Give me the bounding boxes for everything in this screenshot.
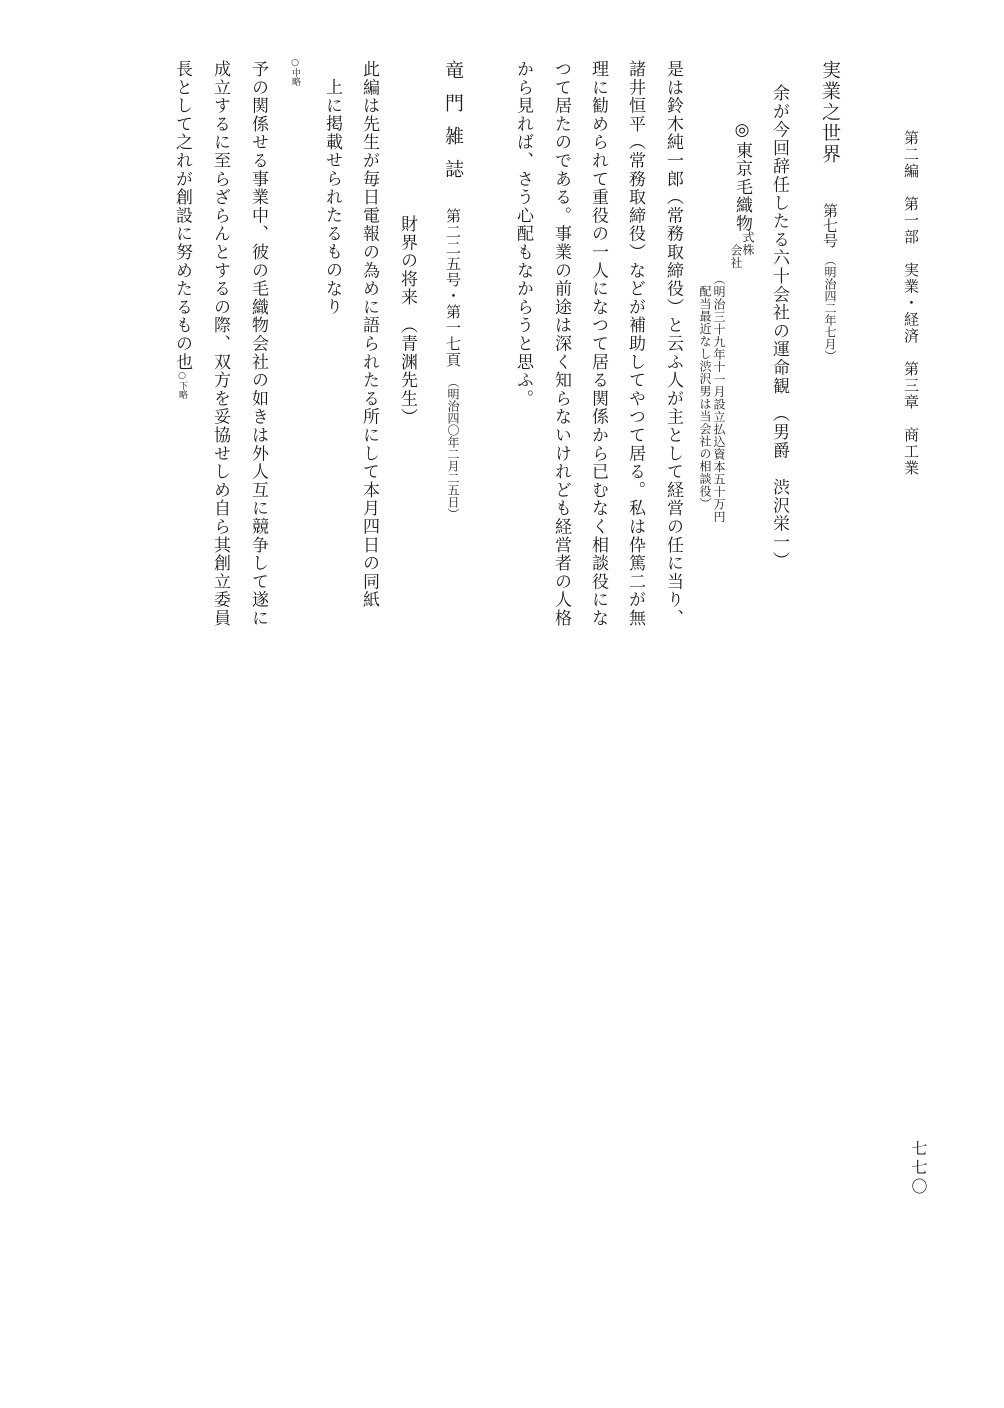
company-type-bottom: 会社 <box>729 244 743 269</box>
body-line: から見れば、さう心配もなからうと思ふ。 <box>513 60 533 408</box>
body-line: 諸井恒平（常務取締役）などが補助してやつて居る。私は伜篤二が無 <box>625 60 645 628</box>
body-line: 是は鈴木純一郎（常務取締役）と云ふ人が主として経営の任に当り、 <box>663 60 683 628</box>
company-name: ◎東京毛織物 <box>732 120 752 233</box>
body-line: つて居たのである。事業の前途は深く知らないけれども経営者の人格 <box>551 60 571 628</box>
source-title: 実業之世界 <box>819 60 841 165</box>
body-line: 理に勧められて重役の一人になつて居る関係から已むなく相談役にな <box>588 60 608 628</box>
source-citation-1 <box>820 60 839 362</box>
body-line-text: 長として之れが創設に努めたるもの也 <box>172 60 192 372</box>
source-date: （明治四二年七月） <box>823 254 837 362</box>
body-line: 成立するに至らざらんとするの際、双方を妥協せしめ自ら其創立委員 <box>210 60 230 628</box>
source-citation-2 <box>443 60 462 520</box>
source-issue: 第二二五号・第一七頁 <box>444 208 462 368</box>
source-issue: 第七号 <box>821 203 839 248</box>
company-note-line: （明治三十九年十一月設立払込資本五十万円 <box>712 273 726 523</box>
company-type-top: 式株 <box>741 231 755 256</box>
intro-line: 此編は先生が毎日電報の為めに語られたる所にして本月四日の同紙 <box>359 60 379 609</box>
body-line: 予の関係せる事業中、彼の毛織物会社の如きは外人互に競争して遂に <box>248 60 268 628</box>
source-title: 竜門雑誌 <box>442 60 464 192</box>
company-note-line: 配当最近なし渋沢男は当会社の相談役） <box>698 285 712 510</box>
article-heading: 余が今回辞任したる六十会社の運命観 （男爵 渋沢栄一） <box>769 84 789 570</box>
intro-line: 上に掲載せられたるものなり <box>322 78 342 316</box>
source-date: （明治四〇年二月二五日） <box>446 376 460 520</box>
end-mark: ○下略 <box>177 371 187 400</box>
article-heading: 財界の将来 （青渊先生） <box>397 215 417 427</box>
running-header: 第二編 第一部 実業・経済 第三章 商工業 <box>902 130 920 477</box>
page-number: 七七〇 <box>909 1140 928 1197</box>
omission-mark: ○中略 <box>290 58 300 86</box>
body-line <box>173 60 190 399</box>
